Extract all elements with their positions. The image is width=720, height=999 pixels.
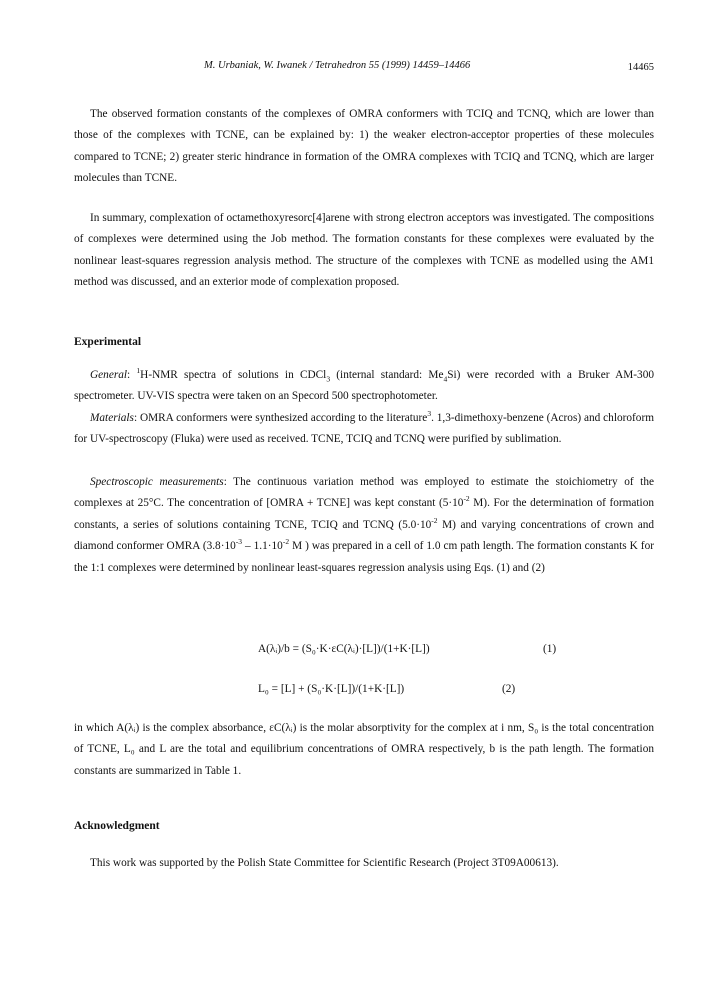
equation-explanation-paragraph: in which A(λᵢ) is the complex absorbance, εC(λᵢ) is the molar absorptivity for the complex at i nm, S₀ is the total concentration of TCNE, L₀ and L are the total and equilibrium concentrations of OMRA respectively, b is the path length. The formation constants are summarized in Table 1. — [74, 722, 654, 777]
equation-2: L₀ = [L] + (S₀·K·[L])/(1+K·[L]) — [258, 683, 405, 695]
equation-1-number: (1) — [543, 643, 557, 655]
experimental-heading: Experimental — [74, 336, 142, 348]
materials-label: Materials — [90, 412, 134, 424]
summary-paragraph: In summary, complexation of octamethoxyresorc[4]arene with strong electron acceptors was investigated. The compositions of complexes were determined using the Job method. The formation constants for these complexes were evaluated by the nonlinear least-squares regression analysis method. The structure of the complexes with TCNE as modelled using the AM1 method was discussed, and an exterior mode of complexation proposed. — [74, 212, 654, 289]
materials-paragraph: Materials: OMRA conformers were synthesized according to the literature$^3$. 1,3-dimethoxy-benzene (Acros) and chloroform for UV-spectroscopy (Fluka) were used as received. TCNE, TCIQ and TCNQ were purified by sublimation. — [74, 409, 654, 446]
acknowledgment-heading: Acknowledgment — [74, 820, 160, 832]
page-number: 14465 — [627, 62, 654, 73]
running-head — [74, 60, 654, 76]
discussion-paragraph: The observed formation constants of the complexes of OMRA conformers with TCIQ and TCNQ, which are lower than those of the complexes with TCNE, can be explained by: 1) the weaker electron-acceptor properties of these molecules compared to TCNE; 2) greater steric hindrance in formation of the OMRA complexes with TCIQ and TCNQ, which are larger molecules than TCNE. — [74, 108, 654, 185]
spectroscopic-paragraph: Spectroscopic measurements: The continuous variation method was employed to estimate the stoichiometry of the complexes at 25°C. The concentration of [OMRA + TCNE] was kept constant ($5\cdot 10^{-2}$ M). For the determination of formation constants, a series of solutions containing TCNE, TCIQ and TCNQ ($5.0\cdot 10^{-2}$ M) and varying concentrations of crown and diamond conformer OMRA ($3.8\cdot 10^{-3} - 1.1\cdot 10^{-2}$ M ) was prepared in a cell of 1.0 cm path length. The formation constants K for the 1:1 complexes were determined by nonlinear least-squares regression analysis using Eqs. (1) and (2) — [74, 476, 654, 574]
equation-1: A(λᵢ)/b = (S₀·K·εC(λᵢ)·[L])/(1+K·[L]) — [258, 643, 430, 655]
general-paragraph: General: $^1$H-NMR spectra of solutions in CDCl$_3$ (internal standard: $Me_4Si$) were recorded with a Bruker AM-300 spectrometer. UV-VIS spectra were taken on an Specord 500 spectrophotometer. — [74, 366, 654, 403]
acknowledgment-text: This work was supported by the Polish State Committee for Scientific Research (Project 3T09A00613). — [90, 857, 559, 869]
equation-2-number: (2) — [502, 683, 516, 695]
spectroscopic-label: Spectroscopic measurements — [90, 476, 224, 488]
running-title: M. Urbaniak, W. Iwanek / Tetrahedron 55 (1999) 14459–14466 — [204, 60, 471, 71]
general-label: General — [90, 369, 128, 381]
